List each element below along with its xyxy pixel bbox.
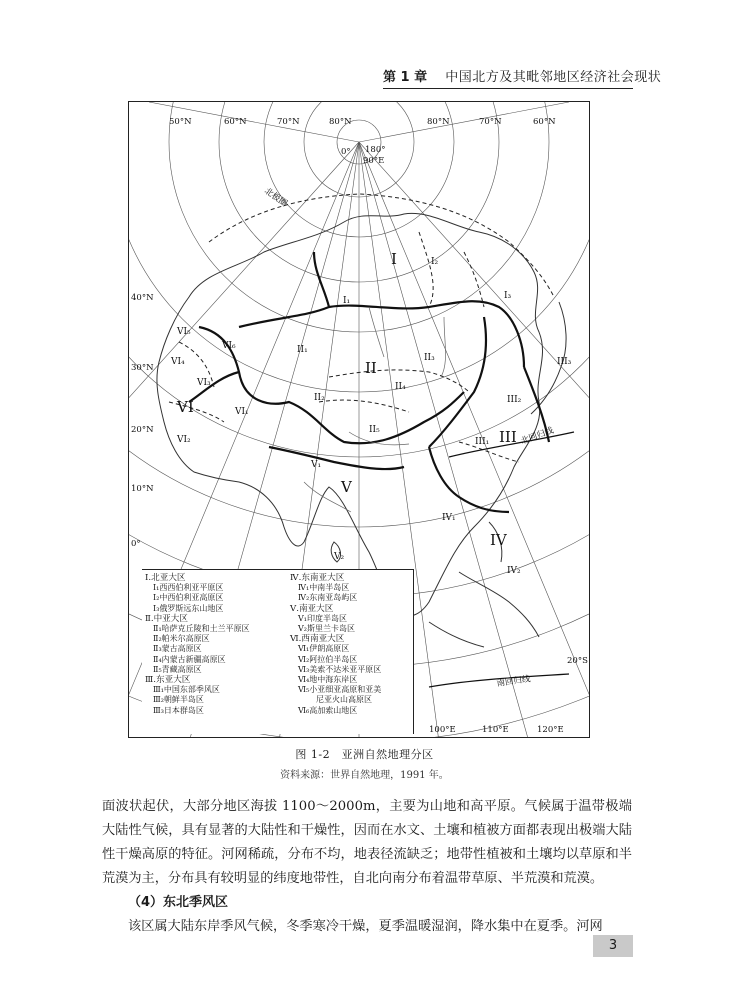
chapter-number: 第 1 章 xyxy=(383,70,428,85)
region-label: IV₂ xyxy=(507,566,521,576)
left-latitude-label: 40°N xyxy=(131,293,154,303)
left-latitude-label: 10°N xyxy=(131,484,154,494)
subregion-boundary xyxy=(209,194,554,297)
right-latitude-label: 20°S xyxy=(567,656,588,666)
arctic-circle-label: 北极圈 xyxy=(262,186,289,210)
legend-subregion: Ⅴ₁印度半岛区 xyxy=(298,613,347,623)
body-text xyxy=(102,795,632,939)
legend-subregion: Ⅱ₁哈萨克丘陵和土兰平原区 xyxy=(153,624,250,634)
top-longitude-label: 80°N xyxy=(329,117,352,127)
pole-label: 180° xyxy=(365,145,386,155)
top-longitude-label: 50°N xyxy=(169,117,192,127)
legend-region: Ⅲ.东亚大区 xyxy=(145,675,191,686)
subregion-boundary xyxy=(419,232,433,307)
region-label: VI₁ xyxy=(235,407,249,417)
legend-subregion: Ⅲ₁中国东部季风区 xyxy=(153,685,220,695)
chapter-title: 中国北方及其毗邻地区经济社会现状 xyxy=(445,70,662,85)
region-label: I xyxy=(391,250,397,268)
paragraph: 面波状起伏，大部分地区海拔 1100～2000m，主要为山地和高平原。气候属于温带极端大陆性气候，具有显著的大陆性和干燥性，因而在水文、土壤和植被方面都表现出极端大陆性干燥高原的特征。河网稀疏，分布不均，地表径流缺乏；地带性植被和土壤均以草原和半荒漠为主，分布具有较明显的纬度地带性，自北向南分布着温带草原、半荒漠和荒漠。 xyxy=(102,799,632,886)
region-label: VI₅ xyxy=(177,327,191,337)
legend-subregion: Ⅱ₄内蒙古新疆高原区 xyxy=(153,654,226,664)
running-header xyxy=(383,66,662,89)
legend-column-left xyxy=(145,573,250,716)
legend-subregion: Ⅵ₄地中海东岸区 xyxy=(298,675,358,685)
page-number: 3 xyxy=(593,935,633,957)
top-longitude-label: 70°N xyxy=(479,117,502,127)
boundary-central-asia xyxy=(199,327,464,443)
legend-subregion: Ⅳ₁中南半岛区 xyxy=(298,583,350,593)
legend-subregion: Ⅰ₁西西伯利亚平原区 xyxy=(153,583,224,593)
region-label: VI₂ xyxy=(177,435,191,445)
legend-region: Ⅴ.南亚大区 xyxy=(290,603,334,614)
bottom-longitude-label: 110°E xyxy=(482,725,509,735)
region-label: II₁ xyxy=(297,345,308,355)
legend-subregion: Ⅳ₂东南亚岛屿区 xyxy=(298,593,358,603)
legend-region: Ⅳ.东南亚大区 xyxy=(290,573,345,583)
legend-subregion: Ⅵ₅小亚细亚高原和亚美 xyxy=(298,685,382,695)
figure-source: 资料来源：世界自然地理，1991 年。 xyxy=(280,770,449,781)
legend-region: Ⅵ.西南亚大区 xyxy=(290,634,345,645)
boundary-north-asia xyxy=(314,252,329,307)
region-label: VI xyxy=(177,398,194,416)
boundary-central-asia xyxy=(429,317,486,447)
asia-region-map xyxy=(128,101,590,738)
section-heading: （4）东北季风区 xyxy=(128,895,229,910)
region-label: I₃ xyxy=(504,291,512,301)
legend-region: Ⅱ.中亚大区 xyxy=(145,613,188,624)
paragraph: 该区属大陆东岸季风气候，冬季寒冷干燥，夏季温暖湿润，降水集中在夏季。河网 xyxy=(128,919,603,934)
region-label: II₃ xyxy=(424,353,435,363)
region-label: II₄ xyxy=(395,382,406,392)
region-label: II xyxy=(365,359,377,377)
bottom-longitude-label: 120°E xyxy=(537,725,564,735)
left-latitude-label: 0° xyxy=(131,539,141,549)
legend-subregion: Ⅱ₂帕米尔高原区 xyxy=(153,634,210,644)
meridian-line xyxy=(359,142,589,442)
region-label: VI₃ xyxy=(197,378,211,388)
left-latitude-label: 20°N xyxy=(131,425,154,435)
region-label: II₅ xyxy=(369,425,380,435)
region-label: VI₄ xyxy=(171,357,185,367)
region-label: III₁ xyxy=(475,437,490,447)
figure-caption: 图 1-2 亚洲自然地理分区 xyxy=(295,748,434,761)
region-label: II₂ xyxy=(314,393,325,403)
left-latitude-label: 30°N xyxy=(131,363,154,373)
boundary-southeast-asia xyxy=(429,447,509,512)
map-legend xyxy=(142,569,414,734)
region-label: VI₆ xyxy=(222,341,236,351)
island-outline xyxy=(459,572,539,637)
legend-subregion: Ⅲ₂朝鲜半岛区 xyxy=(153,695,204,705)
top-longitude-label: 60°N xyxy=(224,117,247,127)
tropic-capricorn-label: 南回归线 xyxy=(496,674,532,689)
region-label: V xyxy=(341,478,352,496)
legend-subregion: Ⅱ₃蒙古高原区 xyxy=(153,644,202,654)
legend-subregion: Ⅲ₃日本群岛区 xyxy=(153,705,204,715)
legend-column-right xyxy=(290,573,381,716)
legend-subregion: Ⅰ₂中西伯利亚高原区 xyxy=(153,593,224,603)
subregion-boundary xyxy=(464,252,484,307)
pole-label: 0° xyxy=(341,147,351,157)
region-label: IV xyxy=(490,531,507,549)
region-label: I₁ xyxy=(343,296,351,306)
tropic-cancer-label: 北回归线 xyxy=(519,425,555,447)
legend-subregion: Ⅵ₆高加索山地区 xyxy=(298,705,358,715)
asia-coastline xyxy=(157,213,543,616)
subregion-boundary xyxy=(319,400,409,412)
region-label: IV₁ xyxy=(442,513,456,523)
region-label: III xyxy=(499,428,517,446)
legend-subregion: Ⅰ₃俄罗斯远东山地区 xyxy=(153,603,224,613)
region-label: III₂ xyxy=(507,395,522,405)
legend-subregion: Ⅵ₁伊朗高原区 xyxy=(298,644,350,654)
top-longitude-label: 70°N xyxy=(277,117,300,127)
legend-subregion: Ⅱ₅青藏高原区 xyxy=(153,664,202,674)
legend-region: Ⅰ.北亚大区 xyxy=(145,573,186,583)
top-longitude-label: 60°N xyxy=(533,117,556,127)
region-label: V₁ xyxy=(311,460,322,470)
region-label: III₃ xyxy=(557,357,572,367)
legend-subregion: Ⅵ₃美索不达米亚平原区 xyxy=(298,664,382,674)
river xyxy=(304,307,446,512)
region-label: V₂ xyxy=(334,552,345,562)
top-longitude-label: 80°N xyxy=(427,117,450,127)
legend-subregion: Ⅴ₂斯里兰卡岛区 xyxy=(298,624,355,634)
legend-subregion: Ⅵ₂阿拉伯半岛区 xyxy=(298,654,358,664)
legend-subregion: 尼亚火山高原区 xyxy=(316,695,372,705)
boundary-south-asia xyxy=(269,447,404,469)
island-outline xyxy=(429,622,484,647)
pole-label: 90°E xyxy=(363,156,385,166)
bottom-longitude-label: 100°E xyxy=(429,725,456,735)
region-label: I₂ xyxy=(431,257,439,267)
